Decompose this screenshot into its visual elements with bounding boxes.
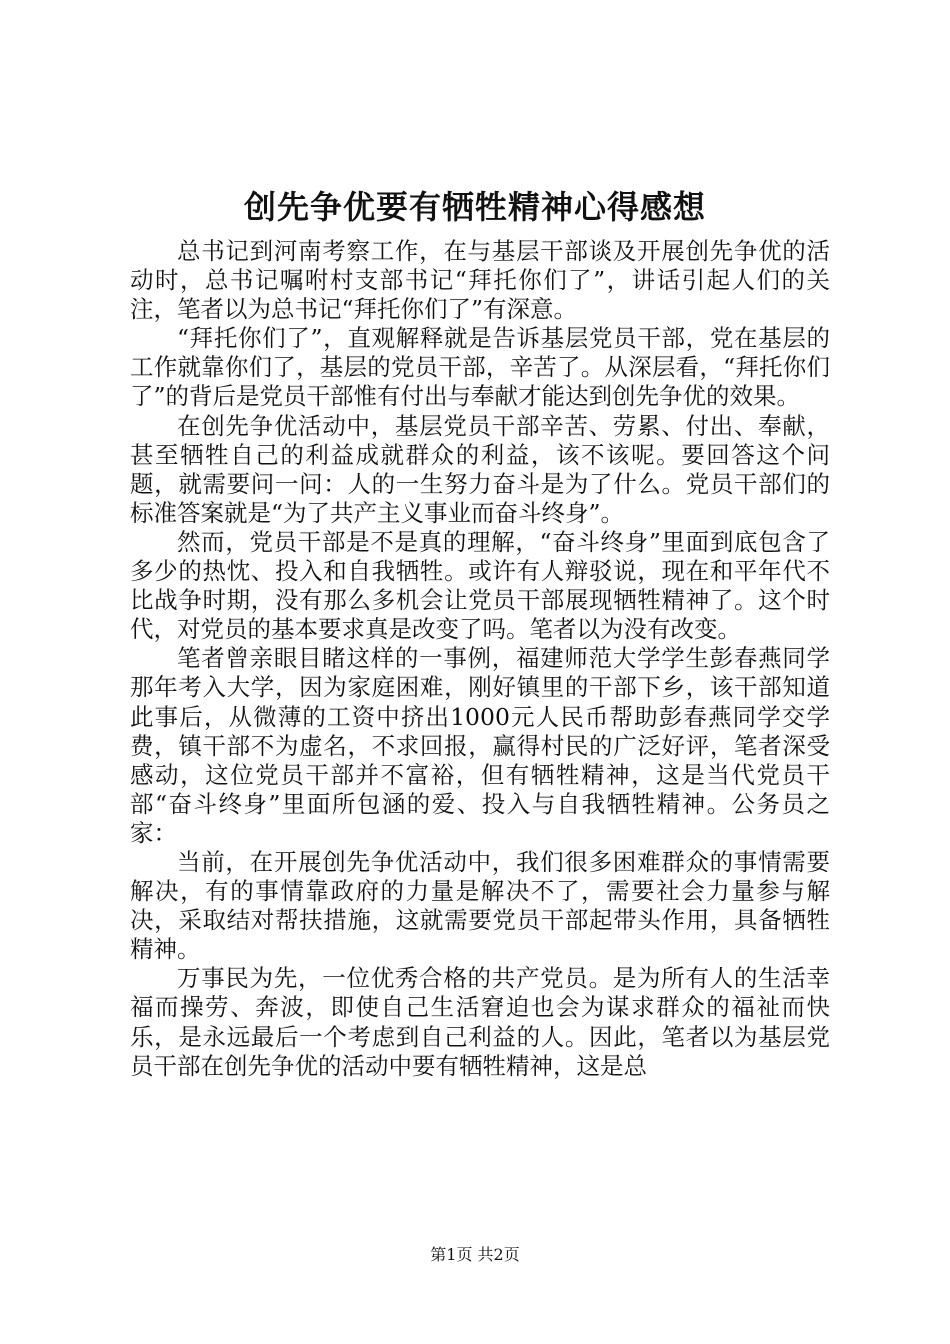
document-body — [130, 237, 830, 1081]
paragraph-2: “拜托你们了”，直观解释就是告诉基层党员干部，党在基层的工作就靠你们了，基层的党员干部，辛苦了。从深层看，“拜托你们了”的背后是党员干部惟有付出与奉献才能达到创先争优的效果。 — [130, 324, 830, 411]
paragraph-1: 总书记到河南考察工作，在与基层干部谈及开展创先争优的活动时，总书记嘱咐村支部书记“拜托你们了”，讲话引起人们的关注，笔者以为总书记“拜托你们了”有深意。 — [130, 237, 830, 324]
paragraph-4: 然而，党员干部是不是真的理解，“奋斗终身”里面到底包含了多少的热忱、投入和自我牺牲。或许有人辩驳说，现在和平年代不比战争时期，没有那么多机会让党员干部展现牺牲精神了。这个时代，对党员的基本要求真是改变了吗。笔者以为没有改变。 — [130, 527, 830, 644]
paragraph-5: 笔者曾亲眼目睹这样的一事例，福建师范大学学生彭春燕同学那年考入大学，因为家庭困难，刚好镇里的干部下乡，该干部知道此事后，从微薄的工资中挤出1000元人民币帮助彭春燕同学交学费，镇干部不为虚名，不求回报，赢得村民的广泛好评，笔者深受感动，这位党员干部并不富裕，但有牺牲精神，这是当代党员干部“奋斗终身”里面所包涵的爱、投入与自我牺牲精神。公务员之家： — [130, 644, 830, 847]
paragraph-7: 万事民为先，一位优秀合格的共产党员。是为所有人的生活幸福而操劳、奔波，即使自己生活窘迫也会为谋求群众的福祉而快乐，是永远最后一个考虑到自己利益的人。因此，笔者以为基层党员干部在创先争优的活动中要有牺牲精神，这是总 — [130, 964, 830, 1080]
page-number-footer: 第1页 共2页 — [430, 1245, 520, 1264]
document-title: 创先争优要有牺牲精神心得感想 — [243, 188, 706, 226]
paragraph-3: 在创先争优活动中，基层党员干部辛苦、劳累、付出、奉献，甚至牺牲自己的利益成就群众的利益，该不该呢。要回答这个问题，就需要问一问：人的一生努力奋斗是为了什么。党员干部们的标准答案就是“为了共产主义事业而奋斗终身”。 — [130, 411, 830, 527]
paragraph-6: 当前，在开展创先争优活动中，我们很多困难群众的事情需要解决，有的事情靠政府的力量是解决不了，需要社会力量参与解决，采取结对帮扶措施，这就需要党员干部起带头作用，具备牺牲精神。 — [130, 847, 830, 964]
